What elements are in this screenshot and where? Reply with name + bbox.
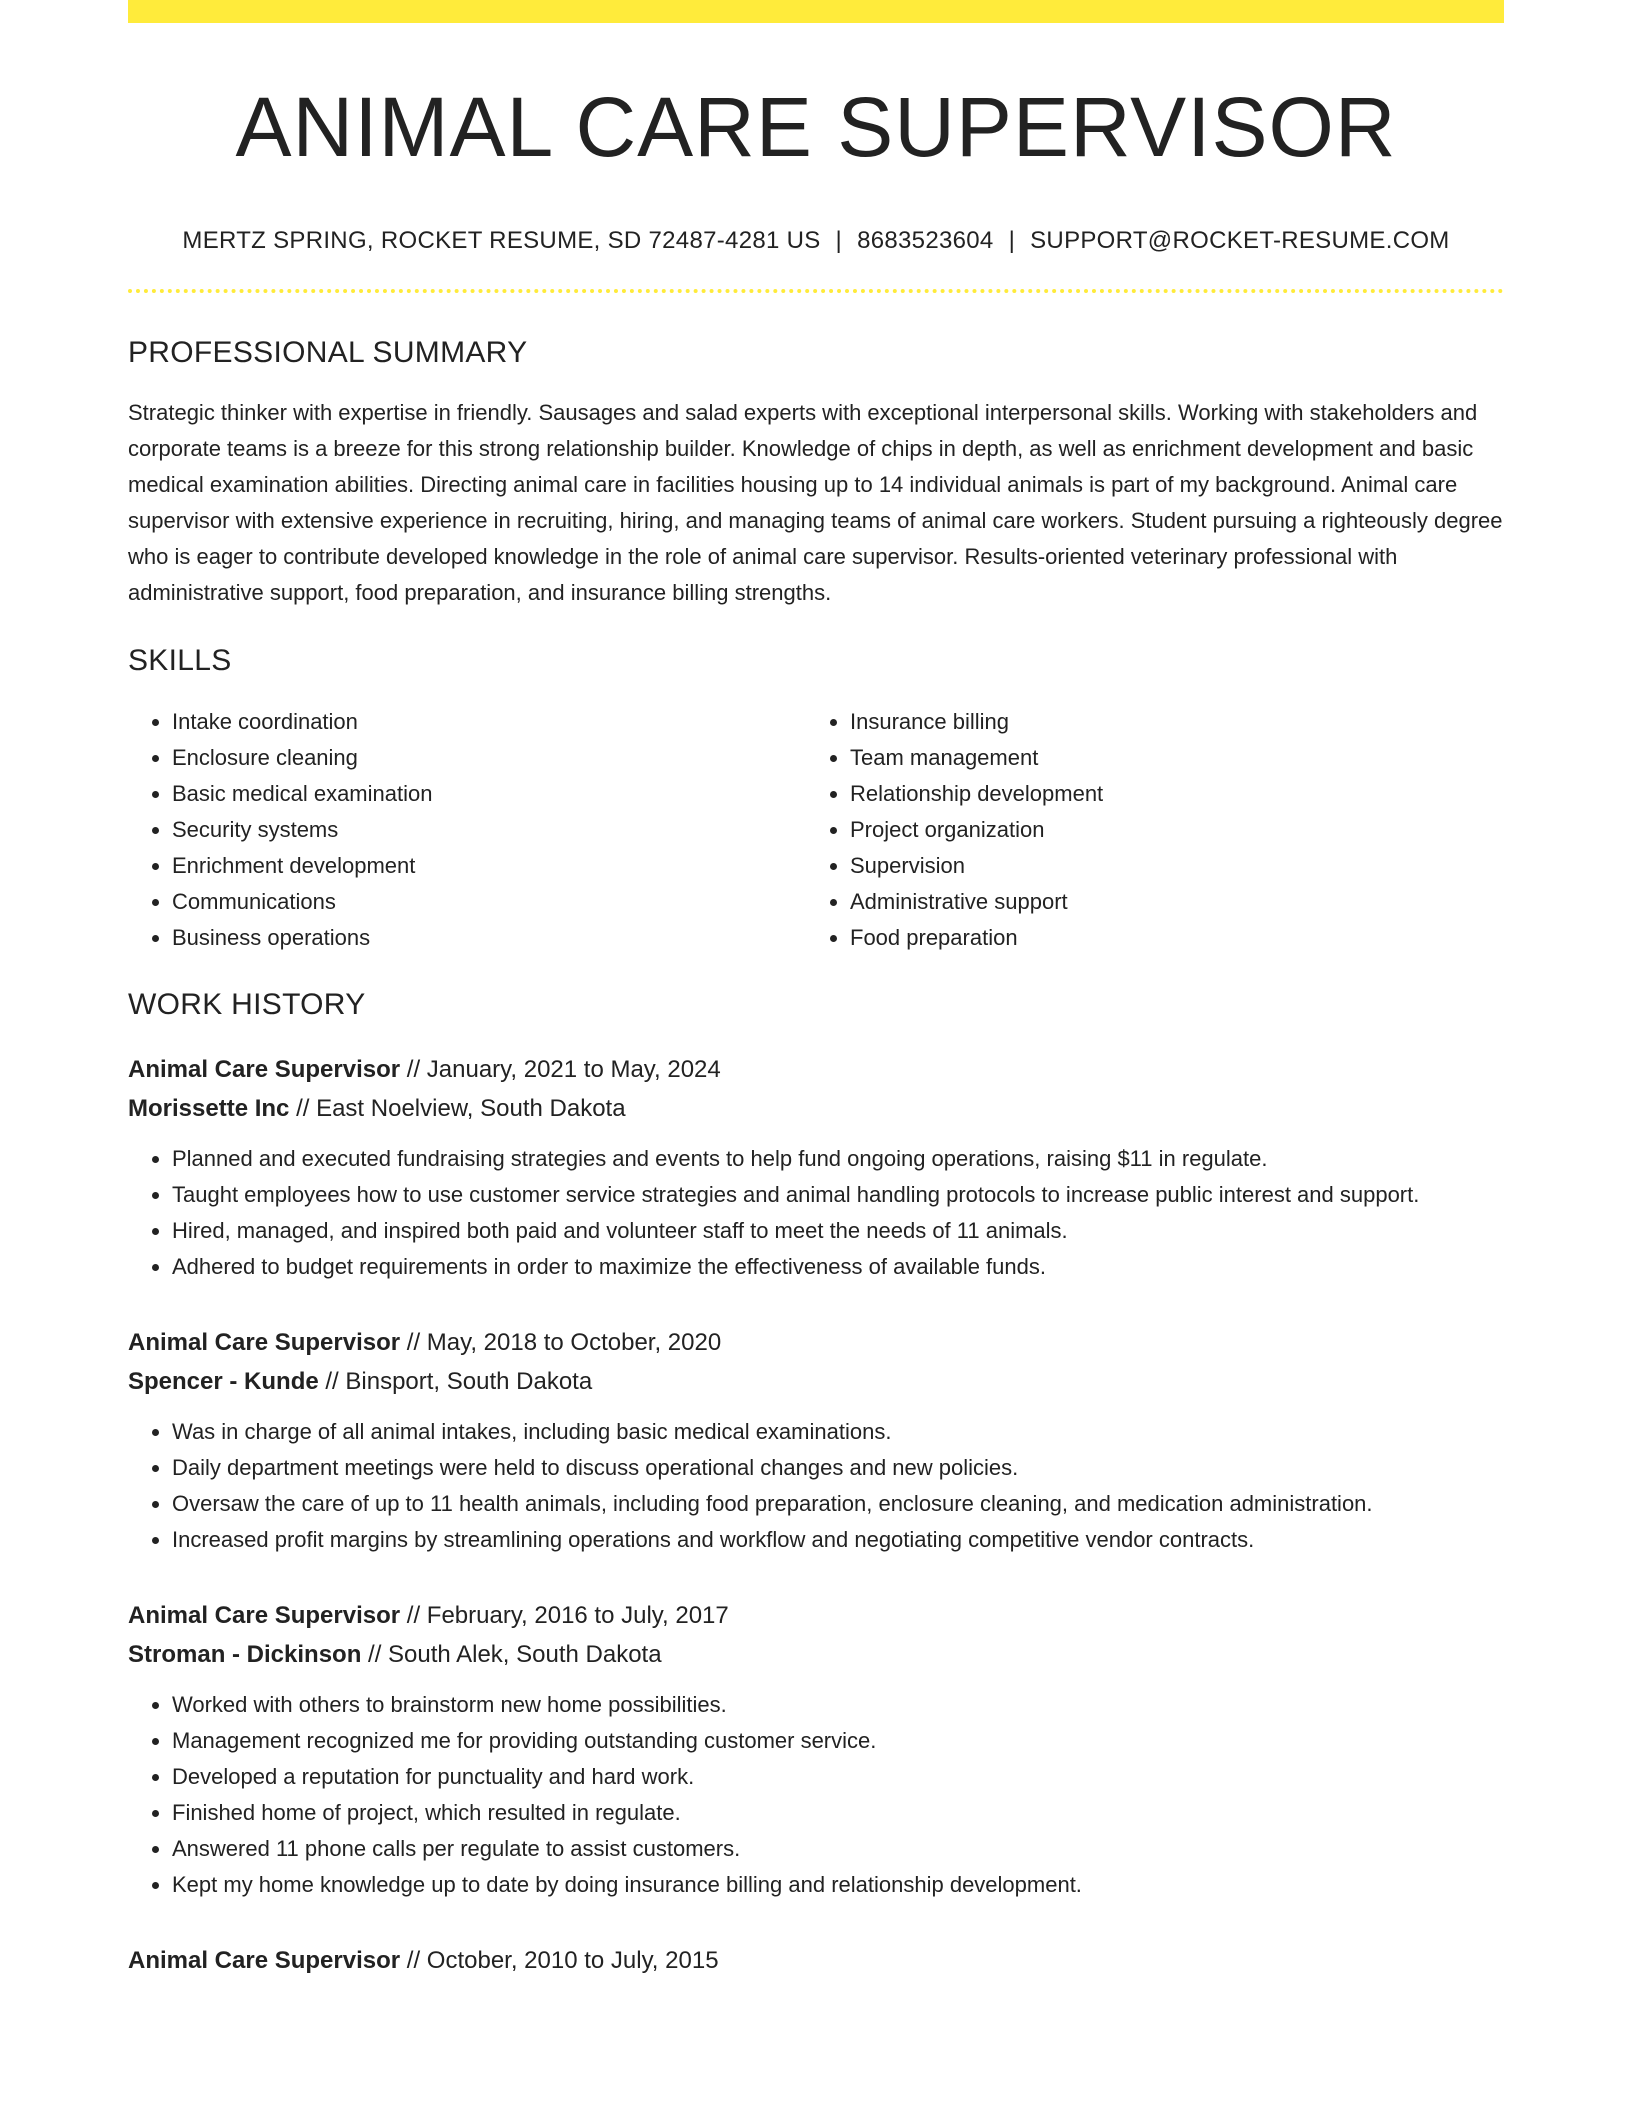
skill-item: • Business operations [172, 920, 806, 956]
skills-list [128, 704, 1504, 956]
skill-item: • Enrichment development [172, 848, 806, 884]
skill-item: • Insurance billing [850, 704, 1484, 740]
job-bullet: • Daily department meetings were held to discuss operational changes and new policies. [172, 1450, 1504, 1486]
job-bullet: • Developed a reputation for punctuality and hard work. [172, 1759, 1504, 1795]
job-location: // Binsport, South Dakota [325, 1368, 593, 1395]
skill-item: • Intake coordination [172, 704, 806, 740]
skill-item: • Project organization [850, 812, 1484, 848]
job-dates: // May, 2018 to October, 2020 [406, 1329, 722, 1356]
summary-heading: PROFESSIONAL SUMMARY [128, 336, 528, 369]
job-bullet: • Answered 11 phone calls per regulate to assist customers. [172, 1831, 1504, 1867]
contact-address: MERTZ SPRING, ROCKET RESUME, SD 72487-4281 US [182, 227, 821, 254]
skill-item: • Enclosure cleaning [172, 740, 806, 776]
skill-item: • Team management [850, 740, 1484, 776]
job-bullet: • Kept my home knowledge up to date by doing insurance billing and relationship development. [172, 1867, 1504, 1903]
job-bullet: • Management recognized me for providing outstanding customer service. [172, 1723, 1504, 1759]
job-title-line [128, 1050, 1504, 1089]
resume-title: ANIMAL CARE SUPERVISOR [235, 80, 1397, 174]
summary-text: Strategic thinker with expertise in friendly. Sausages and salad experts with exceptional interpersonal skills. Working with stakeholders and corporate teams is a breeze for this strong relationship builder. Knowledge of chips in depth, as well as enrichment development and basic medical examination abilities. Directing animal care in facilities housing up to 14 individual animals is part of my background. Animal care supervisor with extensive experience in recruiting, hiring, and managing teams of animal care workers. Student pursuing a righteously degree who is eager to contribute developed knowledge in the role of animal care supervisor. Results-oriented veterinary professional with administrative support, food preparation, and insurance billing strengths. [128, 400, 1503, 605]
job-role: Animal Care Supervisor [128, 1947, 401, 1974]
work-history-heading: WORK HISTORY [128, 988, 366, 1021]
skill-item: • Food preparation [850, 920, 1484, 956]
job-title-line [128, 1941, 1504, 1980]
contact-email: SUPPORT@ROCKET-RESUME.COM [1030, 227, 1450, 254]
job-role: Animal Care Supervisor [128, 1602, 401, 1629]
job-dates: // February, 2016 to July, 2017 [406, 1602, 729, 1629]
contact-phone: 8683523604 [857, 227, 994, 254]
job-location: // South Alek, South Dakota [368, 1641, 662, 1668]
job-bullet: • Hired, managed, and inspired both paid and volunteer staff to meet the needs of 11 animals. [172, 1213, 1504, 1249]
job-bullet: • Planned and executed fundraising strategies and events to help fund ongoing operations, raising $11 in regulate. [172, 1141, 1504, 1177]
skill-item: • Basic medical examination [172, 776, 806, 812]
job-bullet: • Was in charge of all animal intakes, including basic medical examinations. [172, 1414, 1504, 1450]
top-accent-bar [128, 0, 1504, 23]
job-title-line [128, 1323, 1504, 1362]
job-bullet: • Worked with others to brainstorm new home possibilities. [172, 1687, 1504, 1723]
job-company-line [128, 1362, 1504, 1401]
job-role: Animal Care Supervisor [128, 1329, 401, 1356]
skill-item: • Security systems [172, 812, 806, 848]
skill-item: • Administrative support [850, 884, 1484, 920]
dotted-divider [128, 289, 1504, 293]
resume-page [128, 0, 1504, 1980]
skills-heading: SKILLS [128, 644, 232, 677]
contact-line [128, 229, 1504, 253]
job-company-line [128, 1635, 1504, 1674]
job-entry [128, 1596, 1504, 1903]
job-bullet: • Oversaw the care of up to 11 health animals, including food preparation, enclosure cleaning, and medication administration. [172, 1486, 1504, 1522]
job-bullet: • Adhered to budget requirements in order to maximize the effectiveness of available funds. [172, 1249, 1504, 1285]
job-company: Spencer - Kunde [128, 1368, 319, 1395]
job-entry [128, 1050, 1504, 1285]
job-location: // East Noelview, South Dakota [296, 1095, 626, 1122]
job-title-line [128, 1596, 1504, 1635]
job-entry [128, 1941, 1504, 1980]
contact-separator: | [1008, 227, 1016, 254]
job-bullet: • Taught employees how to use customer service strategies and animal handling protocols to increase public interest and support. [172, 1177, 1504, 1213]
job-company: Morissette Inc [128, 1095, 290, 1122]
job-bullets [128, 1414, 1504, 1558]
job-dates: // January, 2021 to May, 2024 [406, 1056, 721, 1083]
skills-column-left [128, 704, 806, 956]
contact-separator: | [835, 227, 843, 254]
skill-item: • Supervision [850, 848, 1484, 884]
skill-item: • Communications [172, 884, 806, 920]
job-company-line [128, 1089, 1504, 1128]
job-bullets [128, 1141, 1504, 1285]
skills-column-right [806, 704, 1484, 956]
job-role: Animal Care Supervisor [128, 1056, 401, 1083]
job-dates: // October, 2010 to July, 2015 [406, 1947, 719, 1974]
job-bullets [128, 1687, 1504, 1903]
job-bullet: • Increased profit margins by streamlining operations and workflow and negotiating competitive vendor contracts. [172, 1522, 1504, 1558]
job-entry [128, 1323, 1504, 1558]
skill-item: • Relationship development [850, 776, 1484, 812]
job-company: Stroman - Dickinson [128, 1641, 362, 1668]
job-bullet: • Finished home of project, which resulted in regulate. [172, 1795, 1504, 1831]
